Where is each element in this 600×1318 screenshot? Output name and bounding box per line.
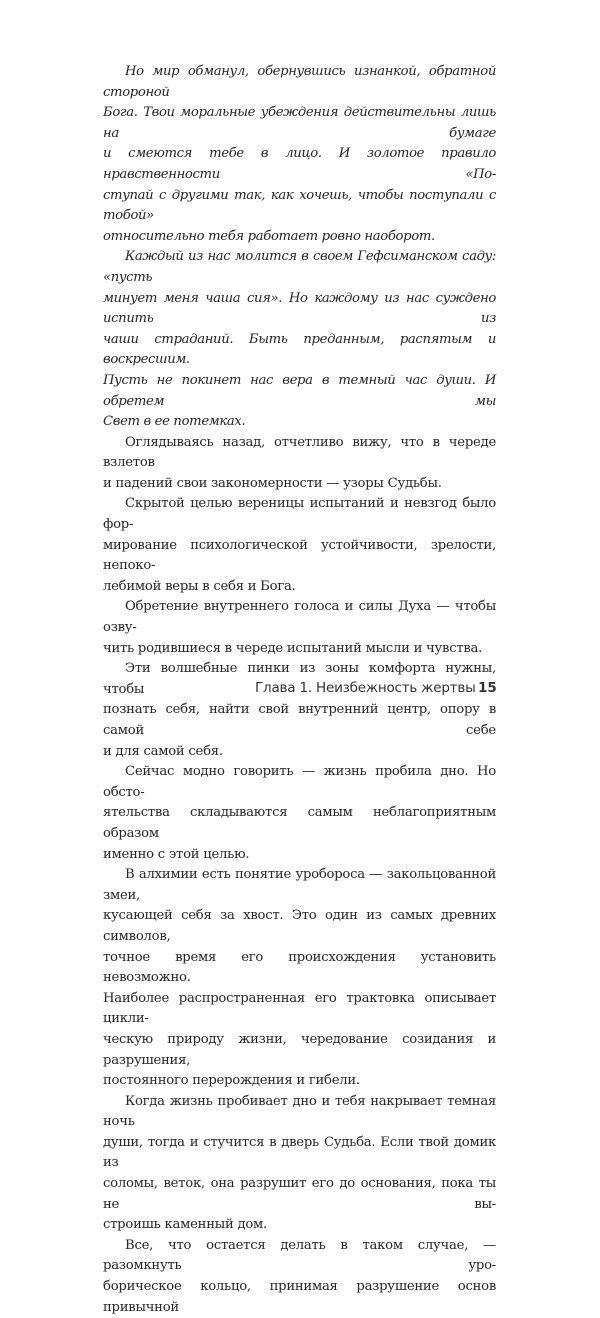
text-line: соломы, веток, она разрушит его до основания, пока ты не вы-	[103, 1176, 496, 1212]
text-line: Но мир обманул, обернувшись изнанкой, обратной стороной	[103, 64, 496, 100]
text-line: Скрытой целью вереницы испытаний и невзгод было фор-	[103, 496, 496, 533]
text-line: Свет в ее потемках.	[103, 414, 246, 430]
text-line: Наиболее распространенная его трактовка описывает цикли-	[103, 990, 496, 1027]
text-line: Каждый из нас молится в своем Гефсиманском саду: «пусть	[103, 249, 496, 285]
text-line: постоянного перерождения и гибели.	[103, 1073, 360, 1089]
text-line: Когда жизнь пробивает дно и тебя накрывает темная ночь	[103, 1093, 496, 1130]
text-line: мирование психологической устойчивости, зрелости, непоко-	[103, 537, 496, 574]
paragraph	[103, 1236, 496, 1318]
text-line: Оглядываясь назад, отчетливо вижу, что в череде взлетов	[103, 434, 496, 471]
text-line: Обретение внутреннего голоса и силы Духа — чтобы озву-	[103, 599, 496, 636]
paragraph	[103, 762, 496, 865]
text-line: строишь каменный дом.	[103, 1217, 267, 1233]
text-line: и падений свои закономерности — узоры Судьбы.	[103, 475, 442, 491]
text-line: лебимой веры в себя и Бога.	[103, 578, 296, 594]
text-line: кусающей себя за хвост. Это один из самых древних символов,	[103, 908, 496, 944]
text-line: точное время его происхождения установить невозможно.	[103, 949, 496, 986]
paragraph	[103, 494, 496, 597]
text-line: В алхимии есть понятие уробороса — закольцованной змеи,	[103, 867, 496, 903]
text-line: именно с этой целью.	[103, 846, 250, 862]
text-line: Бога. Твои моральные убеждения действительны лишь на бумаге	[103, 105, 496, 141]
text-line: относительно тебя работает ровно наоборот.	[103, 228, 435, 244]
paragraph	[103, 659, 496, 762]
text-line: чить родившиеся в череде испытаний мысли и чувства.	[103, 640, 483, 656]
page-number: 15	[478, 680, 497, 696]
text-line: познать себя, найти свой внутренний центр, опору в самой себе	[103, 702, 496, 738]
text-line: и смеются тебе в лицо. И золотое правило нравственности «По-	[103, 146, 496, 182]
paragraph	[103, 433, 496, 495]
paragraph	[103, 597, 496, 659]
text-line: ятельства складываются самым неблагоприятным образом	[103, 805, 496, 841]
text-line: ческую природу жизни, чередование созидания и разрушения,	[103, 1031, 496, 1068]
text-line: чаши страданий. Быть преданным, распятым и воскресшим.	[103, 331, 496, 368]
paragraph	[103, 865, 496, 1092]
text-line: души, тогда и стучится в дверь Судьба. Если твой домик из	[103, 1134, 496, 1171]
text-line: и для самой себя.	[103, 743, 223, 759]
paragraph	[103, 247, 496, 432]
text-line: борическое кольцо, принимая разрушение основ привычной	[103, 1279, 496, 1315]
text-line: Все, что остается делать в таком случае, — разомкнуть уро-	[103, 1237, 496, 1274]
text-line: ступай с другими так, как хочешь, чтобы поступали с тобой»	[103, 187, 496, 224]
text-line: Пусть не покинет нас вера в темный час души. И обретем мы	[103, 372, 496, 409]
running-footer-chapter-title: Глава 1. Неизбежность жертвы	[255, 680, 476, 696]
paragraph	[103, 1092, 496, 1236]
paragraph	[103, 62, 496, 247]
text-line: минует меня чаша сия». Но каждому из нас суждено испить из	[103, 290, 496, 327]
text-line: Сейчас модно говорить — жизнь пробила дно. Но обсто-	[103, 764, 496, 800]
text-line: Эти волшебные пинки из зоны комфорта нужны, чтобы	[103, 661, 496, 697]
